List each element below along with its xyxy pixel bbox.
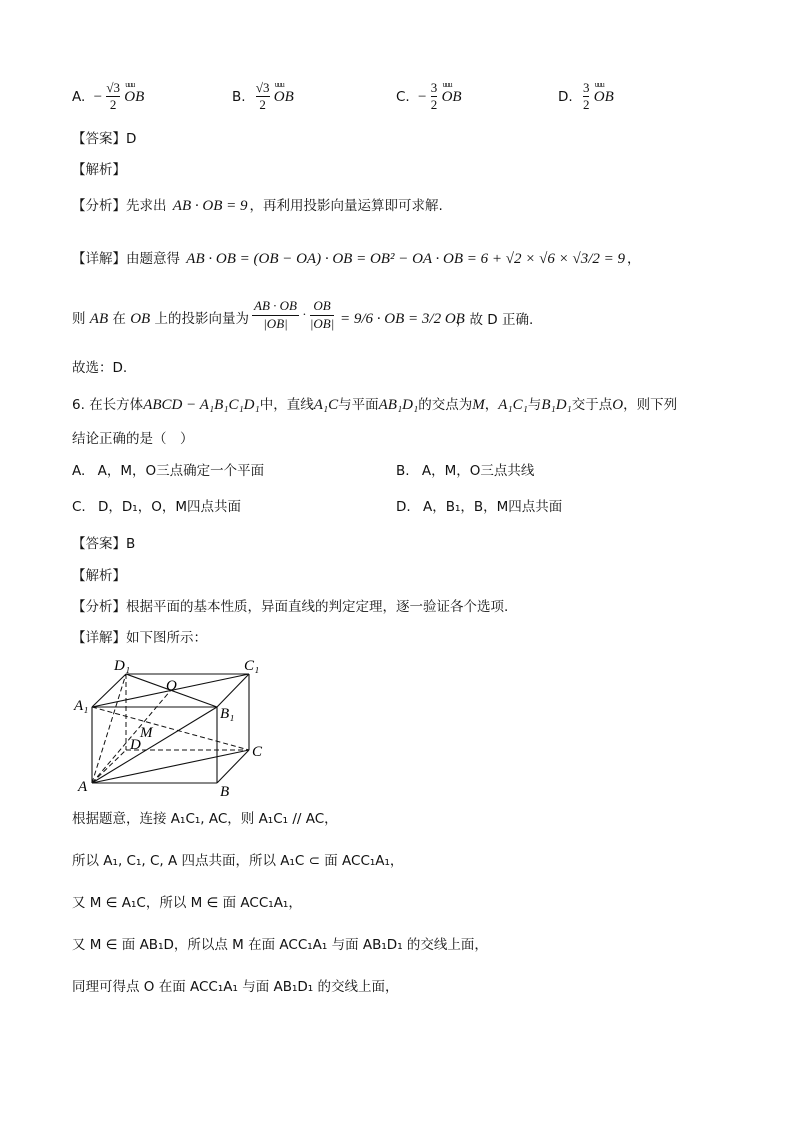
stem-text: 与平面 [338,397,379,413]
fenxi-label: 【分析】 [72,198,126,214]
option-fraction [431,80,438,114]
vector-ob: uuu OB [274,90,294,105]
vector-ob: uuu OB [594,90,614,105]
option-letter: D. [396,499,411,515]
label-a1: A₁ [74,698,89,714]
proj-frac-num: AB · OB [252,298,299,316]
stem-text: 的交点为 [418,397,473,413]
proj-frac-den: |OB| [263,315,288,331]
option-text: A，B₁，B，M四点共面 [422,499,563,515]
edge-b1-c1 [217,674,249,707]
option-letter: C. [396,88,410,105]
proj-frac2-num: OB [310,298,334,316]
option-text: A，M，O三点共线 [421,463,535,479]
prev-option-a [72,80,144,114]
q6-option-b [396,465,534,479]
q6-detail: 【详解】如下图所示： [72,630,207,646]
cuboid-figure [60,650,290,800]
stem-a1c1: A₁C₁ [498,397,528,413]
stem-text: 在长方体 [89,397,144,413]
q6-number: 6. [72,397,85,413]
step-4: 又 M ∈ 面 AB₁D，所以点 M 在面 ACC₁A₁ 与面 AB₁D₁ 的交线上面， [72,937,488,953]
option-fraction [256,80,270,114]
vector-ob: uuu OB [124,90,144,105]
proj-text-2: 在 [112,311,126,327]
stem-o: O [612,397,624,413]
fenxi-formula: AB · OB = 9 [172,198,248,214]
q5-projection [72,312,249,327]
stem-line: A₁C [313,397,339,413]
stem-m: M [472,397,485,413]
option-sign: − [93,88,103,105]
prev-option-d [558,80,614,114]
q6-option-c [72,501,241,515]
q6-analysis-label: 【解析】 [72,568,126,584]
step-5: 同理可得点 O 在面 ACC₁A₁ 与面 AB₁D₁ 的交线上面， [72,979,399,995]
proj-frac2-den: |OB| [309,315,335,331]
option-sign: − [418,88,427,105]
option-letter: A. [72,463,86,479]
q5-choose: 故选：D. [72,360,128,376]
proj-ab: AB [89,311,109,327]
option-letter: C. [72,499,86,515]
fenxi-text-1: 先求出 [126,198,167,214]
fraction-num: √3 [256,80,270,97]
stem-text: ， [484,397,499,413]
q6-stem-line2: 结论正确的是（ ） [72,431,194,447]
label-m: M [140,725,153,741]
stem-text: 交于点 [571,397,613,413]
detail-end: ， [627,251,641,267]
proj-result: = 9/6 · OB = 3/2 OB [340,311,465,327]
prev-option-b [232,80,294,114]
proj-text-1: 则 [72,311,86,327]
q5-analysis-label: 【解析】 [72,162,126,178]
proj-fraction: $\frac{AB \cdot OB}{|OB|}$ · $\frac{OB}{|OB|}$ [254,298,335,331]
q6-stem [72,398,677,413]
option-letter: B. [232,88,246,105]
label-o: O [166,678,177,694]
option-text: A，M，O三点确定一个平面 [97,463,265,479]
label-c1: C₁ [244,658,260,674]
stem-text: ，则下列 [623,397,678,413]
vector-ob: uuu OB [442,90,462,105]
detail-label: 【详解】 [72,251,126,267]
fraction-num: 3 [431,80,438,97]
stem-b1d1: B₁D₁ [541,397,572,413]
edge-b-c [217,750,249,783]
label-d: D [130,737,141,753]
label-c: C [252,744,263,760]
label-d1: D₁ [114,658,131,674]
stem-plane: AB₁D₁ [378,397,419,413]
q6-fenxi: 【分析】根据平面的基本性质，异面直线的判定定理，逐一验证各个选项. [72,599,509,615]
fenxi-text-2: ，再利用投影向量运算即可求解. [249,198,443,214]
q6-option-a [72,465,264,479]
fraction-den: 2 [109,97,117,113]
label-b1: B₁ [220,706,235,722]
prev-option-c [396,80,462,114]
fraction-den: 2 [259,97,266,113]
fraction-den: 2 [582,97,590,113]
label-a: A [78,779,88,795]
q5-fenxi [72,199,443,214]
fraction-num: √3 [106,80,120,97]
q5-detail [72,252,641,267]
stem-text: 中，直线 [259,397,314,413]
label-b: B [220,784,230,800]
step-1: 根据题意，连接 A₁C₁, AC，则 A₁C₁ // AC， [72,811,338,827]
option-fraction [583,80,590,114]
q6-option-d [396,501,562,515]
stem-text: 与 [527,397,542,413]
detail-formula: AB · OB = (OB − OA) · OB = OB² − OA · OB = 6 + √2 × √6 × √3/2 = 9 [186,251,626,267]
fraction-den: 2 [430,97,438,113]
step-3: 又 M ∈ A₁C，所以 M ∈ 面 ACC₁A₁， [72,895,302,911]
line-a-b1 [92,707,217,783]
fraction-num: 3 [583,80,590,97]
step-2: 所以 A₁, C₁, C, A 四点共面，所以 A₁C ⊂ 面 ACC₁A₁， [72,853,404,869]
proj-text-3: 上的投影向量为 [154,311,250,327]
proj-conclusion: ，故 D 正确. [456,312,534,328]
option-letter: A. [72,88,86,105]
detail-text-1: 由题意得 [126,251,180,267]
q6-answer: 【答案】B [72,536,136,552]
q5-answer: 【答案】D [72,131,137,147]
option-fraction [106,80,120,114]
option-letter: D. [558,88,573,105]
option-letter: B. [396,463,410,479]
proj-ob: OB [130,311,151,327]
option-text: D，D₁，O，M四点共面 [98,499,241,515]
stem-box: ABCD − A₁B₁C₁D₁ [143,397,260,413]
